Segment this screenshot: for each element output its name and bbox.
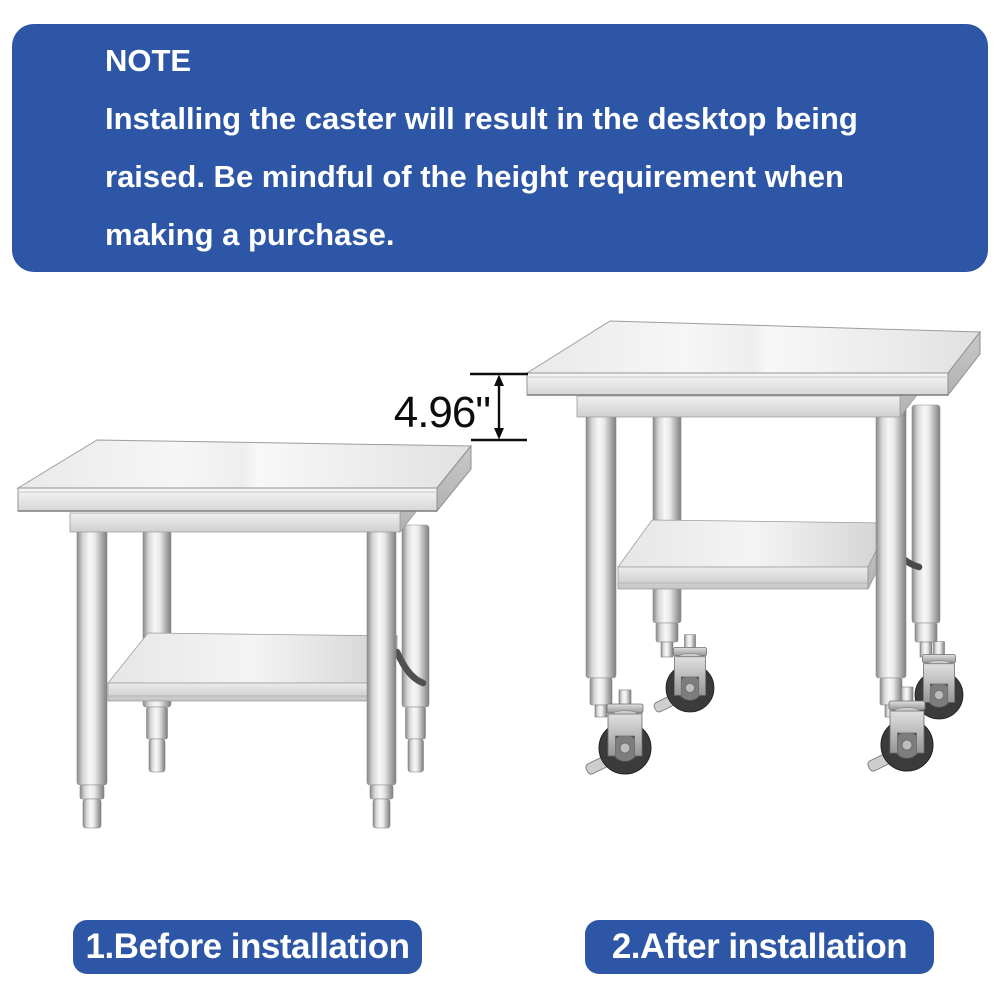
note-line-1: Installing the caster will result in the desktop being [105,101,858,136]
after-caption [585,920,934,974]
before-tabletop [18,440,471,511]
after-undershelf [618,520,919,589]
before-caption [73,920,422,974]
before-front-left-leg [77,525,107,828]
note-line-3: making a purchase. [105,217,395,252]
arrowhead-down-icon [494,428,504,440]
note-line-2: raised. Be mindful of the height requirement when [105,159,844,194]
before-front-right-leg [367,525,396,828]
note-box [12,24,988,272]
arrowhead-up-icon [494,375,504,387]
height-difference-value: 4.96" [393,388,490,437]
after-tabletop [527,321,980,395]
dimension-arrow [460,362,540,452]
before-caption-label: 1.Before installation [85,927,410,966]
after-table-illustration [515,305,995,785]
note-heading: NOTE [105,43,192,78]
after-caption-label: 2.After installation [611,927,908,966]
before-table-illustration [10,430,480,840]
after-front-left-leg [585,405,651,775]
before-back-right-leg [402,525,429,772]
